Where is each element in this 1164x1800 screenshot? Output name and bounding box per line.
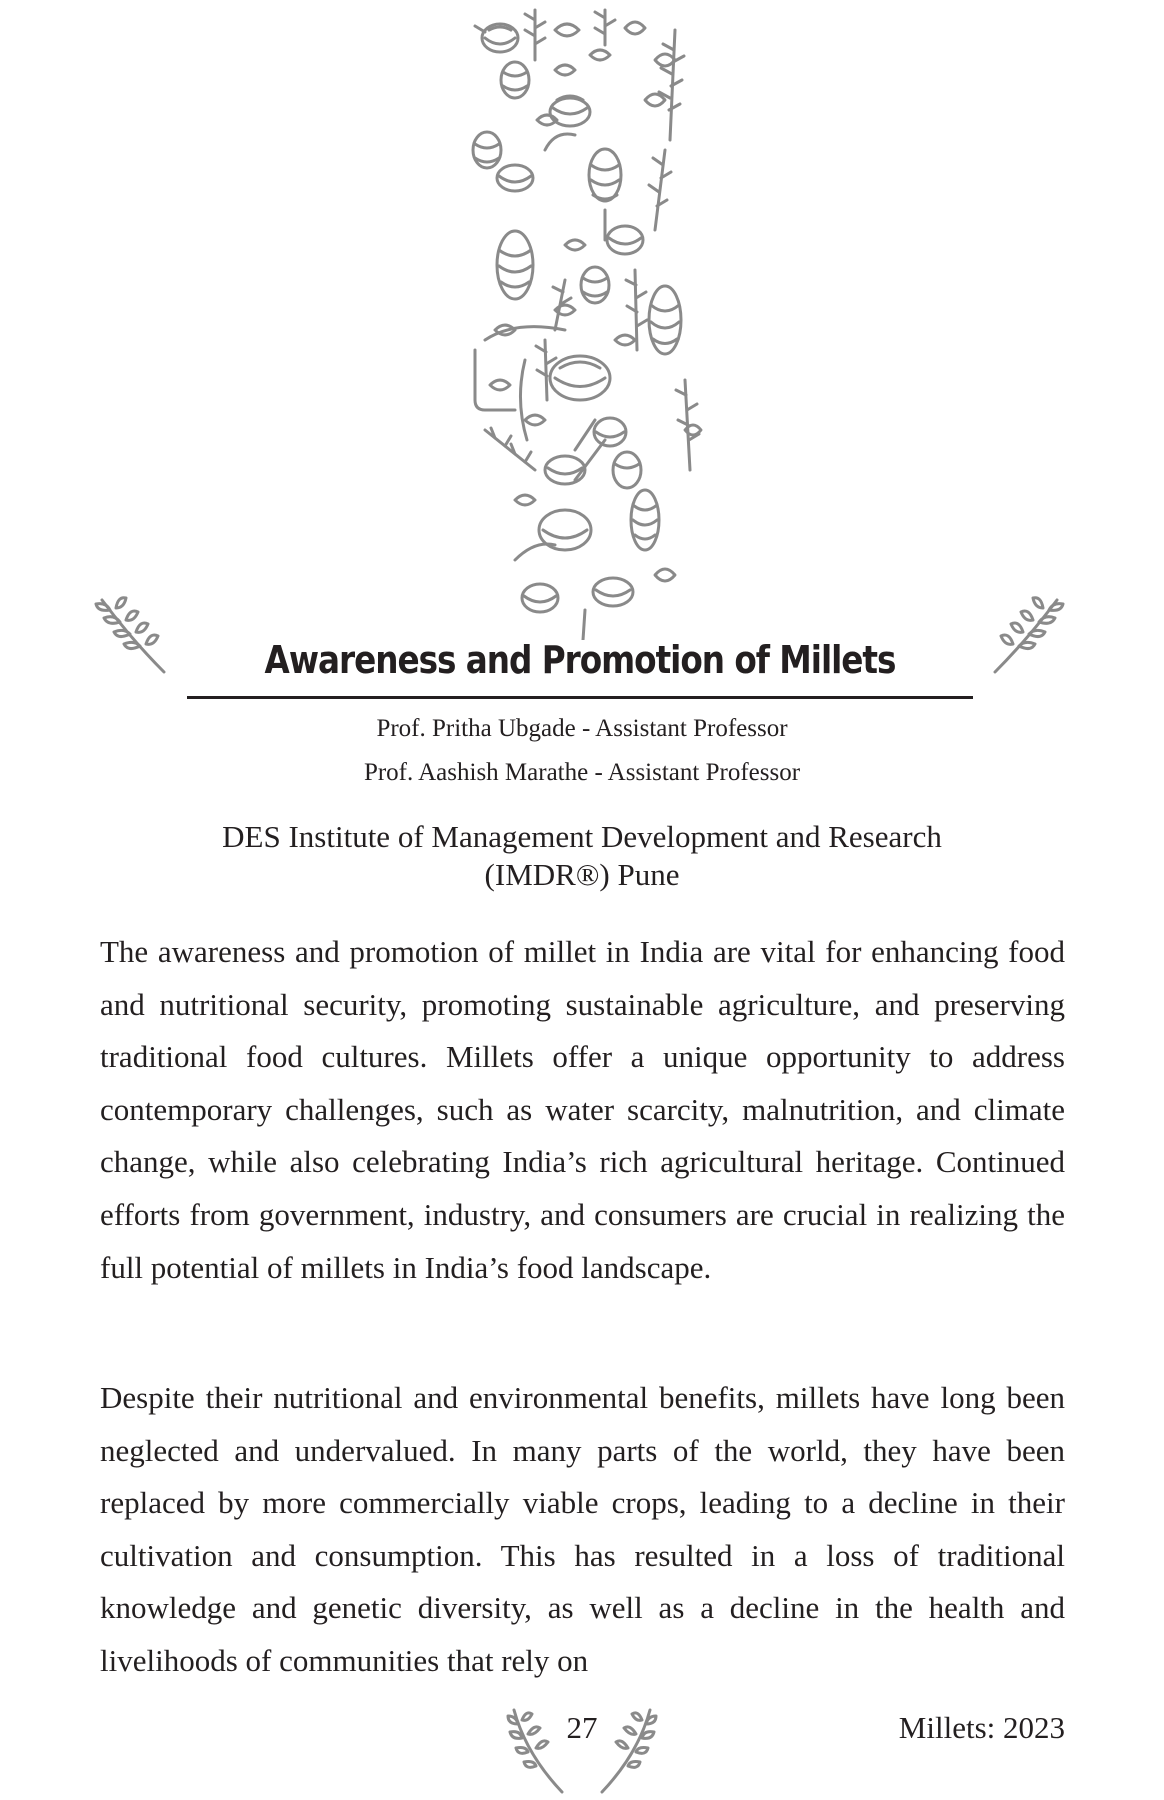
- author-line: Prof. Pritha Ubgade - Assistant Professor: [376, 715, 788, 742]
- millet-grain-illustration-icon: [455, 0, 705, 640]
- institution-name: (IMDR®) Pune: [484, 857, 680, 892]
- body-paragraph: Despite their nutritional and environmental benefits, millets have long been neglected and undervalued. In many parts of the world, they have been replaced by more commercially viable crops, leading to a decline in their cultivation and consumption. This has resulted in a loss of traditional knowledge and genetic diversity, as well as a decline in the health and livelihoods of communities that rely on: [100, 1380, 1065, 1678]
- page-number: 27: [566, 1710, 598, 1745]
- institution-name: DES Institute of Management Development and Research: [222, 819, 942, 854]
- running-footer-title: Millets: 2023: [898, 1710, 1065, 1745]
- wheat-sprig-icon: [985, 590, 1067, 680]
- author-line: Prof. Aashish Marathe - Assistant Professor: [363, 759, 801, 786]
- article-title: Awareness and Promotion of Millets: [264, 638, 896, 682]
- body-paragraph: The awareness and promotion of millet in India are vital for enhancing food and nutritional security, promoting sustainable agriculture, and preserving traditional food cultures. Millets offer a unique opportunity to address contemporary challenges, such as water scarcity, malnutrition, and climate change, while also celebrating India’s rich agricultural heritage. Continued efforts from government, industry, and consumers are crucial in realizing the full potential of millets in India’s food landscape.: [100, 934, 1065, 1285]
- title-underline: [187, 696, 973, 699]
- wheat-sprig-icon: [92, 590, 174, 680]
